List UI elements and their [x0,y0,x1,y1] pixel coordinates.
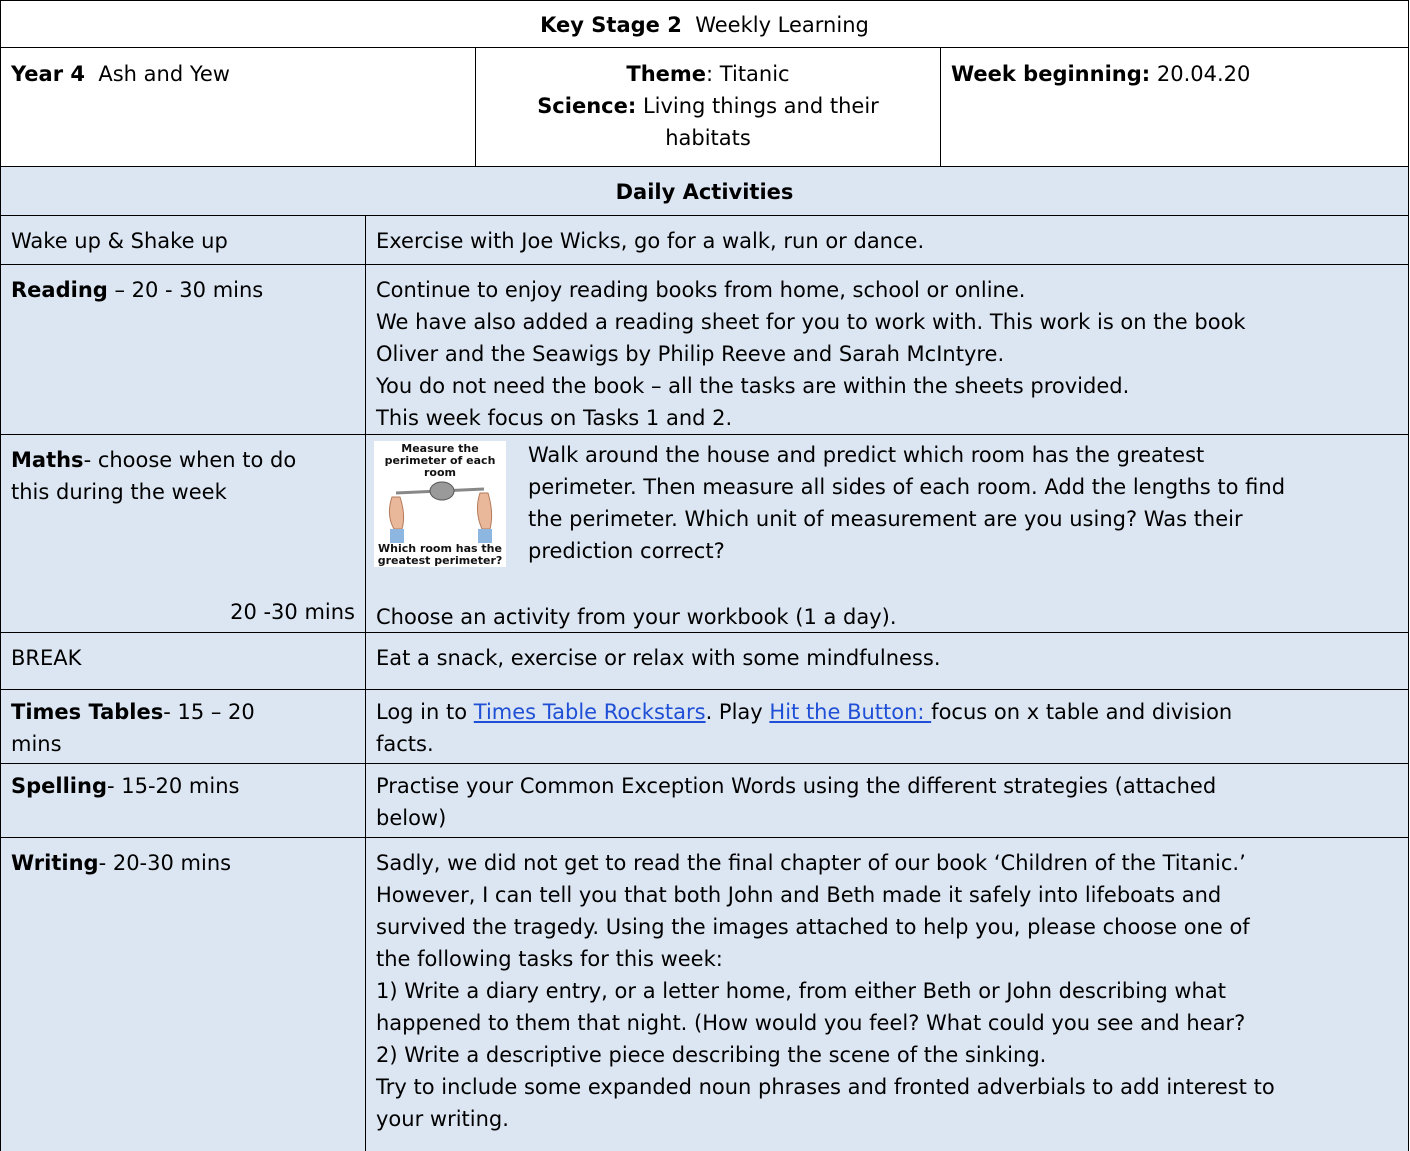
reading-line: Continue to enjoy reading books from home, school or online. [376,278,1026,302]
times-label-cell [0,689,366,764]
hit-the-button-link[interactable]: Hit the Button: [769,700,932,724]
times-content-cell [365,689,1409,764]
break-content-cell [365,632,1409,690]
writing-line: happened to them that night. (How would you feel? What could you see and hear? [376,1011,1246,1035]
times-label: Times Tables [11,700,164,724]
times-text-prefix: Log in to [376,700,474,724]
maths-label-line2: this during the week [11,480,227,504]
reading-line: We have also added a reading sheet for you to work with. This work is on the book [376,310,1246,334]
title-weekly-learning: Weekly Learning [695,13,869,37]
writing-line: 2) Write a descriptive piece describing the scene of the sinking. [376,1043,1047,1067]
week-cell [940,47,1409,167]
theme-cell [475,47,941,167]
reading-content-cell [365,264,1409,435]
maths-line: Walk around the house and predict which room has the greatest [528,443,1205,467]
break-text: Eat a snack, exercise or relax with some mindfulness. [376,646,941,670]
maths-label-line1: - choose when to do [83,448,297,472]
writing-line: your writing. [376,1107,509,1131]
times-text-suffix: focus on x table and division [931,700,1233,724]
tape-measure-icon [374,477,506,547]
perimeter-activity-image [374,441,506,567]
writing-line: 1) Write a diary entry, or a letter home, from either Beth or John describing what [376,979,1226,1003]
maths-line: perimeter. Then measure all sides of each room. Add the lengths to find [528,475,1286,499]
times-table-rockstars-link[interactable]: Times Table Rockstars [473,700,706,724]
reading-line: Oliver and the Seawigs by Philip Reeve and Sarah McIntyre. [376,342,1005,366]
reading-duration: – 20 - 30 mins [107,278,264,302]
spelling-line: below) [376,806,447,830]
writing-duration: - 20-30 mins [98,851,232,875]
writing-line: the following tasks for this week: [376,947,723,971]
daily-activities-heading: Daily Activities [0,166,1409,216]
writing-line: However, I can tell you that both John and Beth made it safely into lifeboats and [376,883,1222,907]
writing-label: Writing [11,851,99,875]
times-text-line2: facts. [376,732,434,756]
wake-label: Wake up & Shake up [11,229,228,253]
class-names: Ash and Yew [98,62,230,86]
page-title [0,0,1409,48]
writing-content-cell [365,837,1409,1151]
maths-content-cell [365,434,1409,633]
reading-line: This week focus on Tasks 1 and 2. [376,406,733,430]
maths-label-cell [0,434,366,633]
image-caption-top: Measure the perimeter of each room [384,442,496,479]
wake-text: Exercise with Joe Wicks, go for a walk, run or dance. [376,229,925,253]
times-duration: - 15 – 20 [163,700,255,724]
maths-line: prediction correct? [528,539,725,563]
image-caption-bottom: Which room has the greatest perimeter? [377,542,503,567]
week-label: Week beginning: [951,62,1151,86]
science-value-line2: habitats [665,126,751,150]
wake-label-cell [0,215,366,265]
theme-value: : Titanic [706,62,790,86]
writing-line: Sadly, we did not get to read the final chapter of our book ‘Children of the Titanic.’ [376,851,1246,875]
writing-label-cell [0,837,366,1151]
wake-content-cell [365,215,1409,265]
break-label-cell [0,632,366,690]
theme-label: Theme [626,62,707,86]
reading-line: You do not need the book – all the tasks are within the sheets provided. [376,374,1130,398]
week-value: 20.04.20 [1156,62,1251,86]
times-text-mid: . Play [705,700,770,724]
times-duration-line2: mins [11,732,62,756]
reading-label-cell [0,264,366,435]
maths-duration: 20 -30 mins [230,600,355,624]
science-label: Science: [537,94,637,118]
writing-line: Try to include some expanded noun phrases and fronted adverbials to add interest to [376,1075,1275,1099]
spelling-line: Practise your Common Exception Words using the different strategies (attached [376,774,1217,798]
title-key-stage: Key Stage 2 [540,13,682,37]
maths-text [528,439,1285,567]
writing-line: survived the tragedy. Using the images attached to help you, please choose one of [376,915,1250,939]
maths-workbook-text: Choose an activity from your workbook (1 a day). [376,605,897,629]
year-cell [0,47,476,167]
spelling-label-cell [0,763,366,838]
science-value-line1: Living things and their [642,94,879,118]
maths-line: the perimeter. Which unit of measurement are you using? Was their [528,507,1243,531]
reading-label: Reading [11,278,108,302]
maths-label: Maths [11,448,84,472]
spelling-label: Spelling [11,774,107,798]
spelling-content-cell [365,763,1409,838]
break-label: BREAK [11,646,82,670]
year-label: Year 4 [11,62,85,86]
spelling-duration: - 15-20 mins [106,774,240,798]
